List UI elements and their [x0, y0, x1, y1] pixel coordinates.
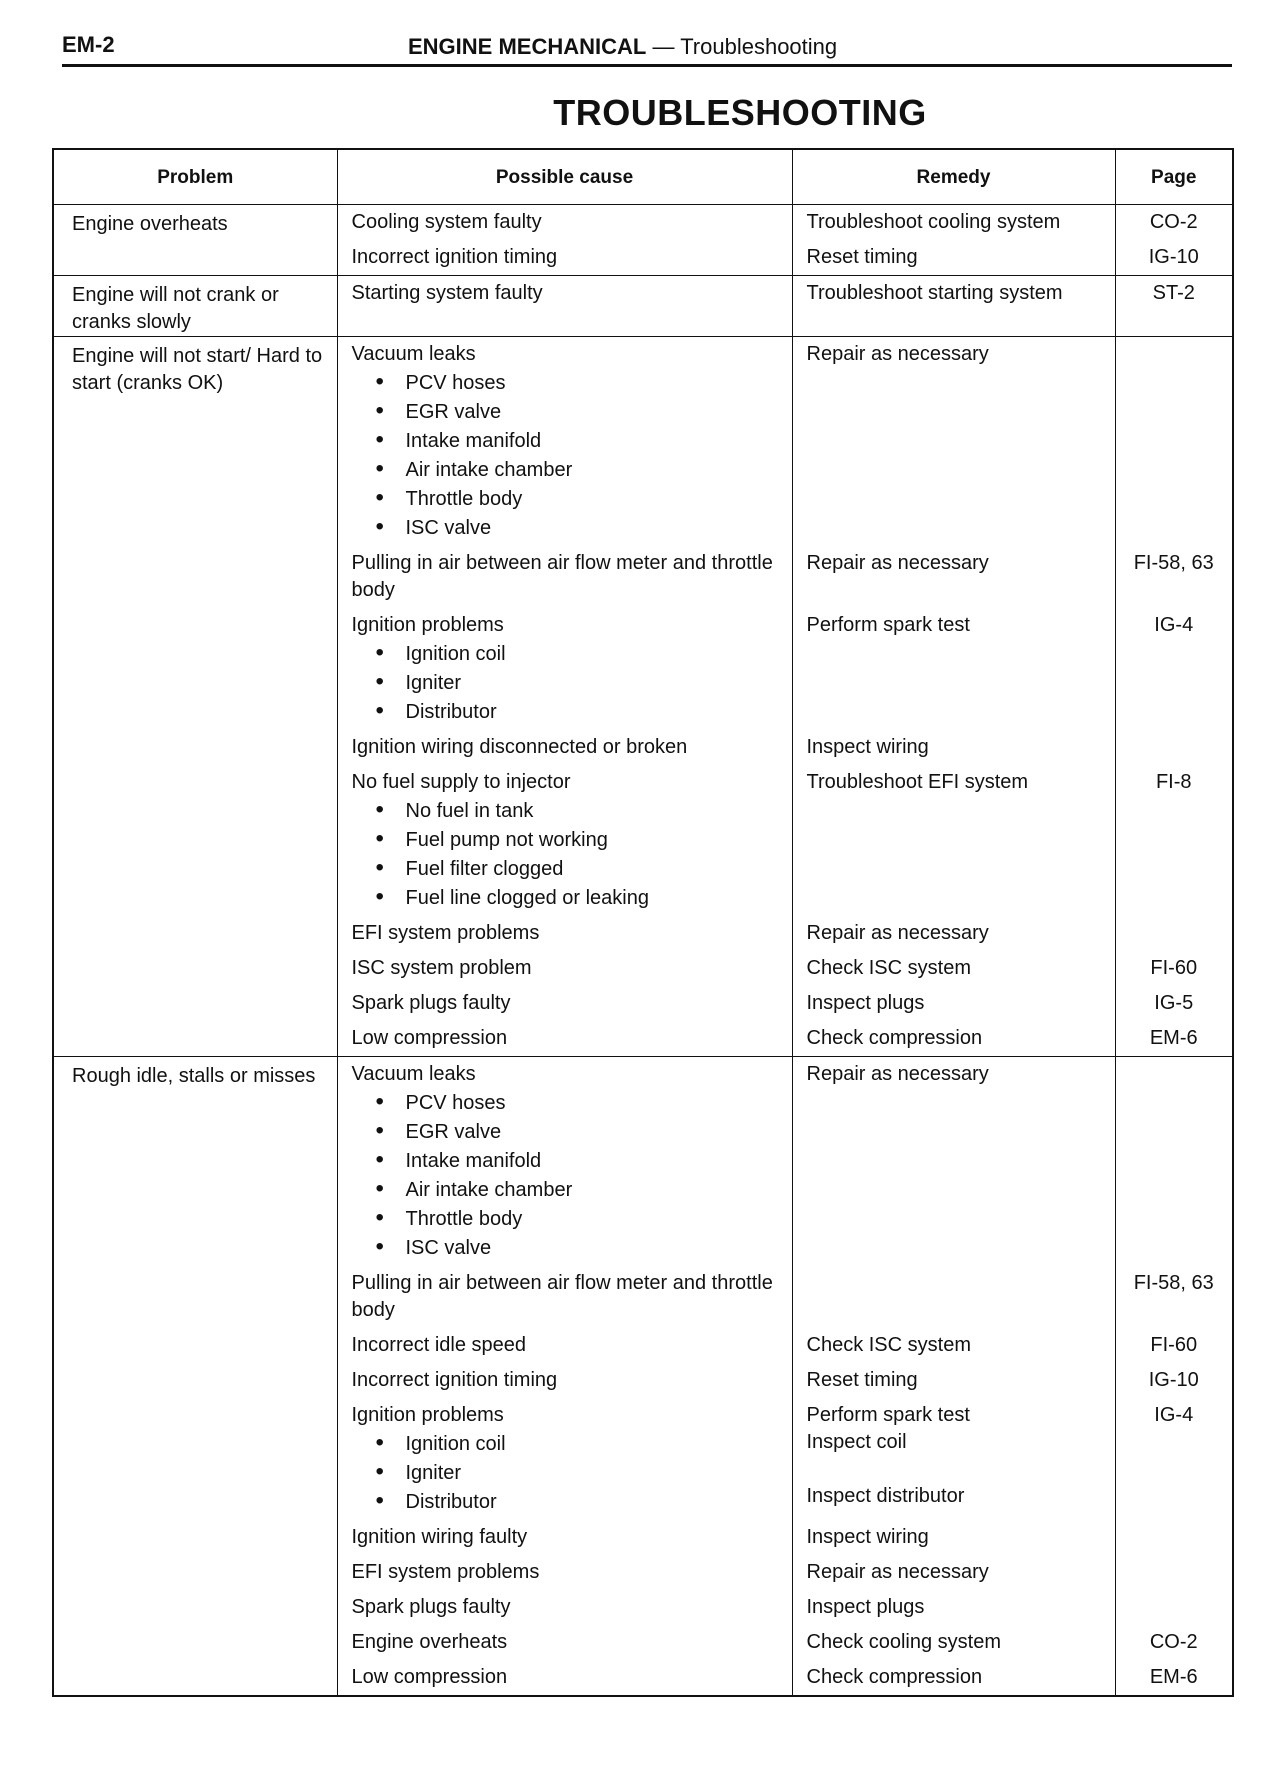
page-ref-cell: [1115, 1660, 1233, 1696]
cause-text: Engine overheats: [351, 1631, 508, 1653]
problem-text: Engine will not start/ Hard to start (cranks OK): [72, 345, 323, 394]
cause-cell: [337, 986, 792, 1021]
cause-cell: [337, 240, 792, 276]
cause-text: Ignition wiring faulty: [351, 1526, 528, 1548]
remedy-cell: [792, 276, 1115, 337]
cause-bullet-item: • ISC valve: [352, 1233, 792, 1262]
remedy-text: Inspect wiring: [806, 1526, 929, 1548]
remedy-cell: [792, 1625, 1115, 1660]
remedy-cell: [792, 1363, 1115, 1398]
cause-bullet-item: • Fuel filter clogged: [352, 854, 792, 883]
cause-cell: [337, 1328, 792, 1363]
page-ref-cell: [1115, 337, 1233, 547]
table-body: [53, 205, 1233, 1697]
remedy-cell: [792, 1057, 1115, 1267]
remedy-text: Check compression: [806, 1666, 983, 1688]
page-ref-cell: [1115, 730, 1233, 765]
page-title: TROUBLESHOOTING: [553, 92, 927, 133]
problem-cell: [53, 276, 337, 337]
page-ref-text: CO-2: [1149, 1631, 1198, 1653]
page-ref-cell: [1115, 1266, 1233, 1328]
problem-cell: [53, 337, 337, 1057]
cause-cell: [337, 608, 792, 730]
remedy-cell: [792, 240, 1115, 276]
cause-cell: [337, 1555, 792, 1590]
cause-cell: [337, 546, 792, 608]
remedy-text: Repair as necessary: [806, 343, 989, 365]
cause-bullet-item: • Ignition coil: [352, 1429, 792, 1458]
remedy-cell: [792, 1555, 1115, 1590]
cause-bullet-item: • EGR valve: [352, 397, 792, 426]
cause-cell: [337, 1057, 792, 1267]
remedy-text: Repair as necessary: [806, 552, 989, 574]
page-ref-text: CO-2: [1149, 211, 1198, 233]
page-ref-cell: [1115, 205, 1233, 241]
cause-cell: [337, 1520, 792, 1555]
page-ref-text: FI-60: [1150, 957, 1198, 979]
page-ref-text: EM-6: [1149, 1666, 1198, 1688]
cause-bullet-item: • No fuel in tank: [352, 796, 792, 825]
cause-text: Spark plugs faulty: [351, 1596, 511, 1618]
table-row: [53, 337, 1233, 547]
page-ref-text: FI-60: [1150, 1334, 1198, 1356]
table-row: [53, 205, 1233, 241]
remedy-cell: [792, 1021, 1115, 1057]
remedy-text: Inspect distributor: [806, 1485, 965, 1507]
remedy-cell: [792, 730, 1115, 765]
remedy-text: Repair as necessary: [806, 1063, 989, 1085]
page-header: [62, 30, 1232, 67]
cause-text: Pulling in air between air flow meter and throttle body: [351, 552, 773, 601]
remedy-cell: [792, 951, 1115, 986]
page-ref-text: IG-4: [1154, 614, 1194, 636]
cause-bullet-item: • Air intake chamber: [352, 1175, 792, 1204]
cause-bullet-item: • Throttle body: [352, 484, 792, 513]
remedy-cell: [792, 765, 1115, 916]
page-ref-text: EM-6: [1149, 1027, 1198, 1049]
column-header-page: Page: [1115, 149, 1233, 205]
remedy-text: Perform spark test: [806, 614, 970, 636]
page-ref-text: IG-4: [1154, 1404, 1194, 1426]
cause-text: Ignition problems: [351, 614, 504, 636]
cause-text: No fuel supply to injector: [351, 771, 571, 793]
cause-bullet-item: • Igniter: [352, 1458, 792, 1487]
cause-text: Low compression: [351, 1027, 508, 1049]
cause-cell: [337, 765, 792, 916]
page-ref-cell: [1115, 916, 1233, 951]
cause-cell: [337, 205, 792, 241]
cause-bullet-item: • Intake manifold: [352, 1146, 792, 1175]
remedy-cell: [792, 546, 1115, 608]
remedy-cell: [792, 1266, 1115, 1328]
cause-text: Vacuum leaks: [351, 343, 476, 365]
problem-text: Rough idle, stalls or misses: [72, 1065, 316, 1087]
page-ref-cell: [1115, 546, 1233, 608]
page-ref-cell: [1115, 240, 1233, 276]
remedy-cell: [792, 1660, 1115, 1696]
remedy-cell: [792, 608, 1115, 730]
page-ref-cell: [1115, 276, 1233, 337]
remedy-cell: [792, 337, 1115, 547]
cause-text: Vacuum leaks: [351, 1063, 476, 1085]
cause-cell: [337, 276, 792, 337]
column-header-possible-cause: Possible cause: [337, 149, 792, 205]
remedy-cell: [792, 986, 1115, 1021]
remedy-text: Repair as necessary: [806, 1561, 989, 1583]
table-row: [53, 276, 1233, 337]
page-ref-text: FI-58, 63: [1133, 552, 1214, 574]
cause-cell: [337, 1021, 792, 1057]
cause-bullet-item: • Throttle body: [352, 1204, 792, 1233]
cause-bullet-item: • Distributor: [352, 697, 792, 726]
page-ref-text: FI-58, 63: [1133, 1272, 1214, 1294]
cause-text: EFI system problems: [351, 1561, 540, 1583]
cause-cell: [337, 730, 792, 765]
remedy-cell: [792, 916, 1115, 951]
remedy-text: [807, 1456, 1115, 1483]
cause-bullet-item: • Ignition coil: [352, 639, 792, 668]
troubleshooting-table: [52, 148, 1234, 1697]
remedy-cell: [792, 1520, 1115, 1555]
remedy-text: Troubleshoot cooling system: [806, 211, 1061, 233]
page-ref-cell: [1115, 608, 1233, 730]
page-ref-cell: [1115, 1328, 1233, 1363]
remedy-text: Check cooling system: [806, 1631, 1002, 1653]
cause-bullet-item: • PCV hoses: [352, 368, 792, 397]
table-header-row: [53, 149, 1233, 205]
page-ref-cell: [1115, 1021, 1233, 1057]
remedy-cell: [792, 1590, 1115, 1625]
remedy-text: Perform spark test: [806, 1404, 970, 1426]
remedy-text: Inspect plugs: [806, 1596, 925, 1618]
cause-text: Pulling in air between air flow meter and throttle body: [351, 1272, 773, 1321]
page-ref-text: ST-2: [1152, 282, 1195, 304]
cause-cell: [337, 1363, 792, 1398]
cause-cell: [337, 1266, 792, 1328]
cause-text: ISC system problem: [351, 957, 532, 979]
problem-text: Engine overheats: [72, 213, 228, 235]
cause-text: Starting system faulty: [351, 282, 543, 304]
page-ref-cell: [1115, 986, 1233, 1021]
remedy-text: Check ISC system: [806, 957, 971, 979]
cause-bullet-item: • PCV hoses: [352, 1088, 792, 1117]
problem-cell: [53, 205, 337, 276]
page-ref-cell: [1115, 1590, 1233, 1625]
problem-cell: [53, 1057, 337, 1697]
section-name: ENGINE MECHANICAL: [408, 34, 647, 59]
cause-text: EFI system problems: [351, 922, 540, 944]
remedy-cell: [792, 205, 1115, 241]
cause-cell: [337, 1590, 792, 1625]
page-ref-cell: [1115, 1363, 1233, 1398]
cause-cell: [337, 337, 792, 547]
page-number: EM-2: [62, 32, 115, 57]
cause-text: Ignition problems: [351, 1404, 504, 1426]
page-ref-cell: [1115, 1555, 1233, 1590]
column-header-remedy: Remedy: [792, 149, 1115, 205]
subsection-name: Troubleshooting: [680, 34, 838, 59]
cause-bullet-item: • Intake manifold: [352, 426, 792, 455]
remedy-text: Check compression: [806, 1027, 983, 1049]
cause-cell: [337, 1398, 792, 1520]
cause-text: Spark plugs faulty: [351, 992, 511, 1014]
page-ref-cell: [1115, 1057, 1233, 1267]
page-ref-text: IG-10: [1148, 1369, 1199, 1391]
remedy-text: Inspect coil: [806, 1431, 907, 1453]
table-row: [53, 1057, 1233, 1267]
cause-cell: [337, 916, 792, 951]
cause-bullet-item: • EGR valve: [352, 1117, 792, 1146]
cause-bullet-item: • ISC valve: [352, 513, 792, 542]
cause-bullet-item: • Air intake chamber: [352, 455, 792, 484]
remedy-text: Check ISC system: [806, 1334, 971, 1356]
page-ref-cell: [1115, 1398, 1233, 1520]
cause-text: Cooling system faulty: [351, 211, 542, 233]
running-title: [408, 34, 837, 60]
remedy-text: Inspect wiring: [806, 736, 929, 758]
page-ref-cell: [1115, 1520, 1233, 1555]
remedy-text: Reset timing: [806, 1369, 918, 1391]
remedy-cell: [792, 1398, 1115, 1520]
cause-text: Low compression: [351, 1666, 508, 1688]
cause-bullet-item: • Fuel line clogged or leaking: [352, 883, 792, 912]
title-dash: —: [652, 34, 675, 59]
column-header-problem: Problem: [53, 149, 337, 205]
cause-cell: [337, 1625, 792, 1660]
cause-bullet-item: • Fuel pump not working: [352, 825, 792, 854]
page-ref-cell: [1115, 1625, 1233, 1660]
remedy-text: Reset timing: [806, 246, 918, 268]
problem-text: Engine will not crank or cranks slowly: [72, 284, 279, 333]
cause-bullet-item: • Distributor: [352, 1487, 792, 1516]
page-ref-cell: [1115, 765, 1233, 916]
cause-cell: [337, 951, 792, 986]
page-ref-text: IG-10: [1148, 246, 1199, 268]
page-ref-cell: [1115, 951, 1233, 986]
remedy-text: Troubleshoot starting system: [806, 282, 1063, 304]
cause-text: Incorrect ignition timing: [351, 246, 558, 268]
remedy-text: Inspect plugs: [806, 992, 925, 1014]
remedy-cell: [792, 1328, 1115, 1363]
page-ref-text: FI-8: [1155, 771, 1192, 793]
cause-text: Incorrect ignition timing: [351, 1369, 558, 1391]
cause-text: Ignition wiring disconnected or broken: [351, 736, 688, 758]
cause-text: Incorrect idle speed: [351, 1334, 527, 1356]
cause-bullet-item: • Igniter: [352, 668, 792, 697]
page-ref-text: IG-5: [1154, 992, 1194, 1014]
cause-cell: [337, 1660, 792, 1696]
remedy-text: Repair as necessary: [806, 922, 989, 944]
remedy-text: Troubleshoot EFI system: [806, 771, 1029, 793]
